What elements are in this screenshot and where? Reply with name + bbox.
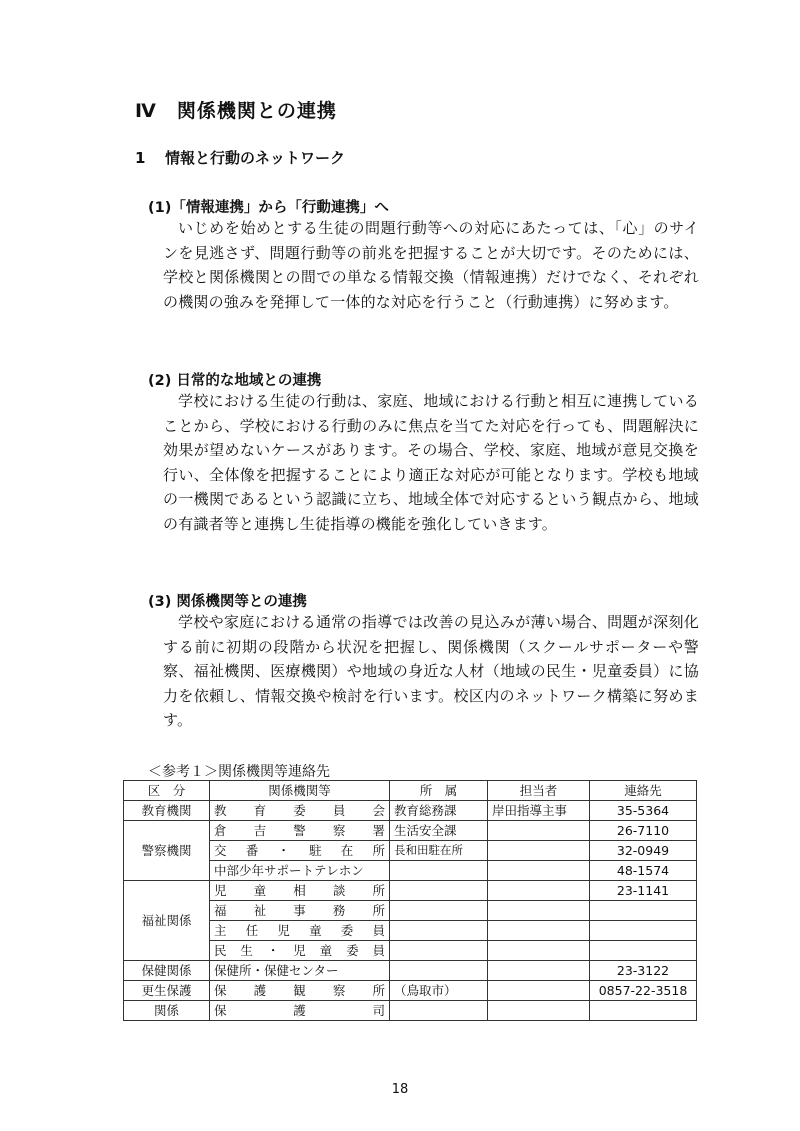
person-cell: 岸田指導主事: [488, 801, 590, 821]
dept-cell: （鳥取市）: [390, 981, 488, 1001]
org-cell: 倉吉警察署: [210, 821, 390, 841]
phone-cell: 48-1574: [590, 861, 697, 881]
header-department: 所 属: [390, 781, 488, 801]
org-cell: 中部少年サポートテレホン: [210, 861, 390, 881]
category-cell: 警察機関: [124, 821, 210, 881]
person-cell: [488, 821, 590, 841]
subsection-body-2: 学校における生徒の行動は、家庭、地域における行動と相互に連携していることから、学校における行動のみに焦点を当てた対応を行っても、問題解決に効果が望めないケースがあります。その場合、学校、家庭、地域が意見交換を行い、全体像を把握することにより適正な対応が可能となります。学校も地域の一機関であるという認識に立ち、地域全体で対応するという観点から、地域の有識者等と連携し生徒指導の機能を強化していきます。: [163, 392, 699, 533]
header-organization: 関係機関等: [210, 781, 390, 801]
page-number: 18: [391, 1082, 409, 1097]
dept-cell: 生活安全課: [390, 821, 488, 841]
header-person: 担当者: [488, 781, 590, 801]
phone-cell: 26-7110: [590, 821, 697, 841]
section-number: 1: [135, 149, 146, 167]
contacts-table: [123, 780, 697, 1021]
table-row: [124, 801, 697, 821]
subsection-heading-1: (1)「情報連携」から「行動連携」へ: [148, 200, 389, 216]
person-cell: [488, 981, 590, 1001]
table-row: [124, 981, 697, 1001]
table-row: [124, 1001, 697, 1021]
org-cell: 福祉事務所: [210, 901, 390, 921]
phone-cell: [590, 941, 697, 961]
table-row: [124, 941, 697, 961]
category-cell: 更生保護: [124, 981, 210, 1001]
category-cell: 保健関係: [124, 961, 210, 981]
category-cell: 福祉関係: [124, 881, 210, 961]
phone-cell: 23-1141: [590, 881, 697, 901]
org-cell: 交番・駐在所: [210, 841, 390, 861]
person-cell: [488, 961, 590, 981]
table-row: [124, 921, 697, 941]
dept-cell: [390, 881, 488, 901]
person-cell: [488, 921, 590, 941]
table-row: [124, 961, 697, 981]
table-row: [124, 821, 697, 841]
table-row: [124, 901, 697, 921]
table-row: [124, 841, 697, 861]
org-cell: 保護観察所: [210, 981, 390, 1001]
person-cell: [488, 881, 590, 901]
dept-cell: [390, 941, 488, 961]
person-cell: [488, 861, 590, 881]
phone-cell: [590, 901, 697, 921]
org-cell: 保健所・保健センター: [210, 961, 390, 981]
phone-cell: [590, 921, 697, 941]
subsection-body-1: いじめを始めとする生徒の問題行動等への対応にあたっては、「心」のサインを見逃さず、問題行動等の前兆を把握することが大切です。そのためには、学校と関係機関との間での単なる情報交換（情報連携）だけでなく、それぞれの機関の強みを発揮して一体的な対応を行うこと（行動連携）に努めます。: [163, 219, 699, 311]
org-cell: 民生・児童委員: [210, 941, 390, 961]
category-cell: 関係: [124, 1001, 210, 1021]
person-cell: [488, 1001, 590, 1021]
phone-cell: 35-5364: [590, 801, 697, 821]
dept-cell: 長和田駐在所: [390, 841, 488, 861]
subsection-heading-2: (2) 日常的な地域との連携: [148, 373, 322, 389]
subsection-body-3: 学校や家庭における通常の指導では改善の見込みが薄い場合、問題が深刻化する前に初期の段階から状況を把握し、関係機関（スクールサポーターや警察、福祉機関、医療機関）や地域の身近な人材（地域の民生・児童委員）に協力を依頼し、情報交換や検討を行います。校区内のネットワーク構築に努めます。: [163, 613, 699, 730]
org-cell: 児童相談所: [210, 881, 390, 901]
category-cell: 教育機関: [124, 801, 210, 821]
phone-cell: 23-3122: [590, 961, 697, 981]
person-cell: [488, 941, 590, 961]
table-header-row: [124, 781, 697, 801]
org-cell: 主任児童委員: [210, 921, 390, 941]
table-row: [124, 881, 697, 901]
org-cell: 教育委員会: [210, 801, 390, 821]
phone-cell: [590, 1001, 697, 1021]
dept-cell: [390, 1001, 488, 1021]
table-row: [124, 861, 697, 881]
dept-cell: 教育総務課: [390, 801, 488, 821]
dept-cell: [390, 961, 488, 981]
phone-cell: 0857-22-3518: [590, 981, 697, 1001]
table-caption: ＜参考１＞関係機関等連絡先: [148, 764, 330, 780]
dept-cell: [390, 861, 488, 881]
dept-cell: [390, 901, 488, 921]
phone-cell: 32-0949: [590, 841, 697, 861]
person-cell: [488, 901, 590, 921]
dept-cell: [390, 921, 488, 941]
header-category: 区 分: [124, 781, 210, 801]
subsection-heading-3: (3) 関係機関等との連携: [148, 594, 307, 610]
chapter-title: Ⅳ 関係機関との連携: [135, 100, 337, 122]
person-cell: [488, 841, 590, 861]
section-heading: [135, 147, 345, 168]
header-contact: 連絡先: [590, 781, 697, 801]
section-title: 情報と行動のネットワーク: [165, 149, 346, 167]
org-cell: 保護司: [210, 1001, 390, 1021]
